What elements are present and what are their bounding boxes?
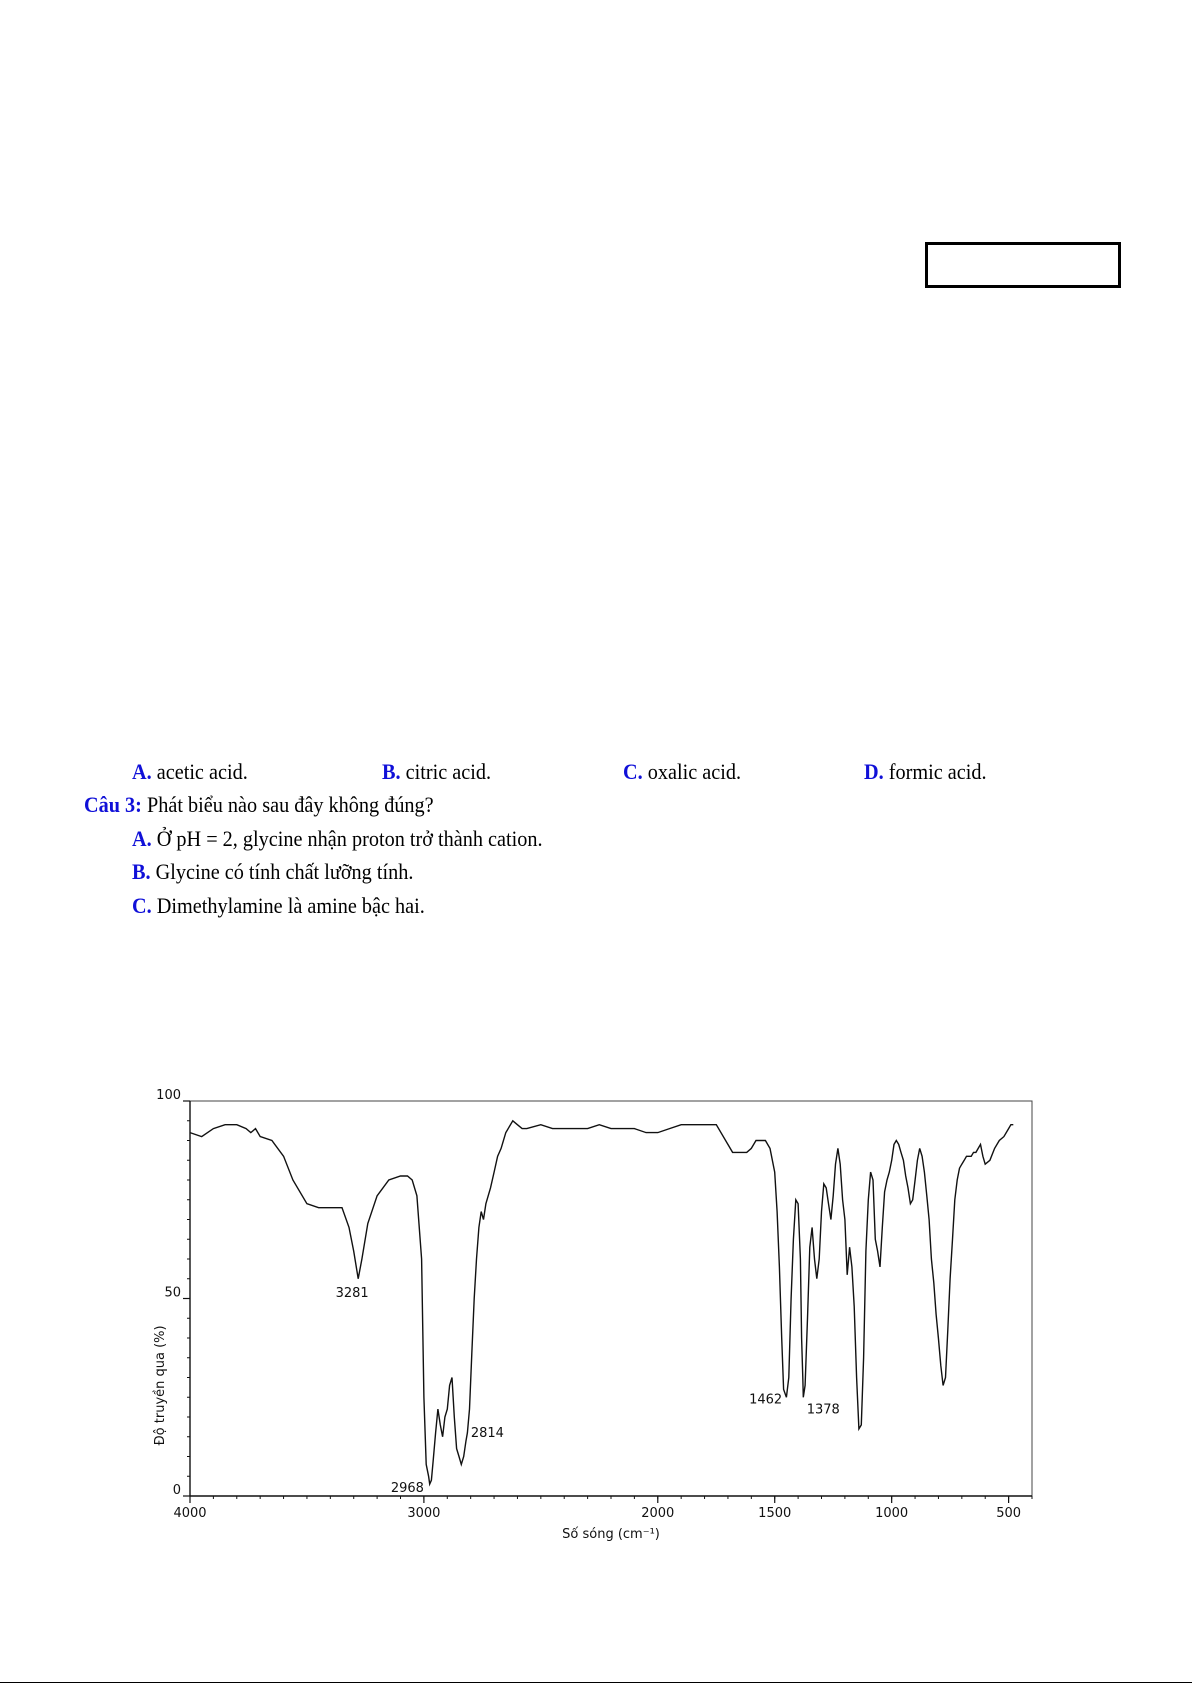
peak-label: 3281 bbox=[335, 1285, 369, 1301]
y-tick-label: 50 bbox=[164, 1285, 181, 1301]
page-bottom-rule bbox=[0, 1682, 1192, 1683]
y-tick-label: 100 bbox=[156, 1088, 181, 1103]
answer-c-text: oxalic acid. bbox=[647, 759, 742, 784]
answer-a-letter: A. bbox=[132, 759, 152, 784]
x-tick-label: 2000 bbox=[641, 1506, 675, 1521]
q3-option-b-letter: B. bbox=[132, 859, 151, 884]
x-tick-label: 3000 bbox=[407, 1506, 441, 1521]
answer-d-text: formic acid. bbox=[888, 759, 987, 784]
answer-b bbox=[382, 758, 491, 786]
question-3-text: Phát biểu nào sau đây không đúng? bbox=[146, 792, 434, 817]
q3-option-c-letter: C. bbox=[132, 893, 152, 918]
x-tick-label: 1500 bbox=[758, 1506, 792, 1521]
q3-option-a bbox=[132, 825, 543, 853]
spectrum-line bbox=[190, 1121, 1013, 1484]
x-tick-label: 1000 bbox=[875, 1506, 909, 1521]
peak-label: 2814 bbox=[470, 1425, 504, 1441]
x-axis-label: Số sóng (cm⁻¹) bbox=[562, 1527, 660, 1542]
y-tick-label: 0 bbox=[172, 1483, 181, 1498]
q3-option-c bbox=[132, 892, 425, 920]
answer-d bbox=[864, 758, 987, 786]
question-3-label: Câu 3: bbox=[84, 792, 142, 817]
answer-b-letter: B. bbox=[382, 759, 401, 784]
peak-label: 1378 bbox=[806, 1402, 840, 1418]
q3-option-a-letter: A. bbox=[132, 826, 152, 851]
exam-code-box bbox=[925, 242, 1121, 288]
x-tick-label: 500 bbox=[996, 1506, 1022, 1521]
peak-label: 2968 bbox=[390, 1481, 424, 1497]
q3-option-b-text: Glycine có tính chất lưỡng tính. bbox=[155, 859, 414, 884]
ir-spectrum-chart bbox=[148, 1085, 1048, 1545]
plot-frame bbox=[190, 1101, 1032, 1496]
answer-a-text: acetic acid. bbox=[156, 759, 248, 784]
ir-spectrum-svg bbox=[148, 1085, 1048, 1545]
q3-option-a-text: Ở pH = 2, glycine nhận proton trở thành cation. bbox=[156, 826, 543, 851]
y-axis-label: Độ truyền qua (%) bbox=[153, 1325, 168, 1446]
x-tick-label: 4000 bbox=[173, 1506, 207, 1521]
answer-a bbox=[132, 758, 248, 786]
answer-c-letter: C. bbox=[623, 759, 643, 784]
q3-option-b bbox=[132, 858, 413, 886]
peak-label: 1462 bbox=[749, 1392, 783, 1408]
question-3 bbox=[84, 791, 434, 819]
q3-option-c-text: Dimethylamine là amine bậc hai. bbox=[156, 893, 425, 918]
answer-b-text: citric acid. bbox=[405, 759, 492, 784]
answer-c bbox=[623, 758, 741, 786]
answer-d-letter: D. bbox=[864, 759, 884, 784]
